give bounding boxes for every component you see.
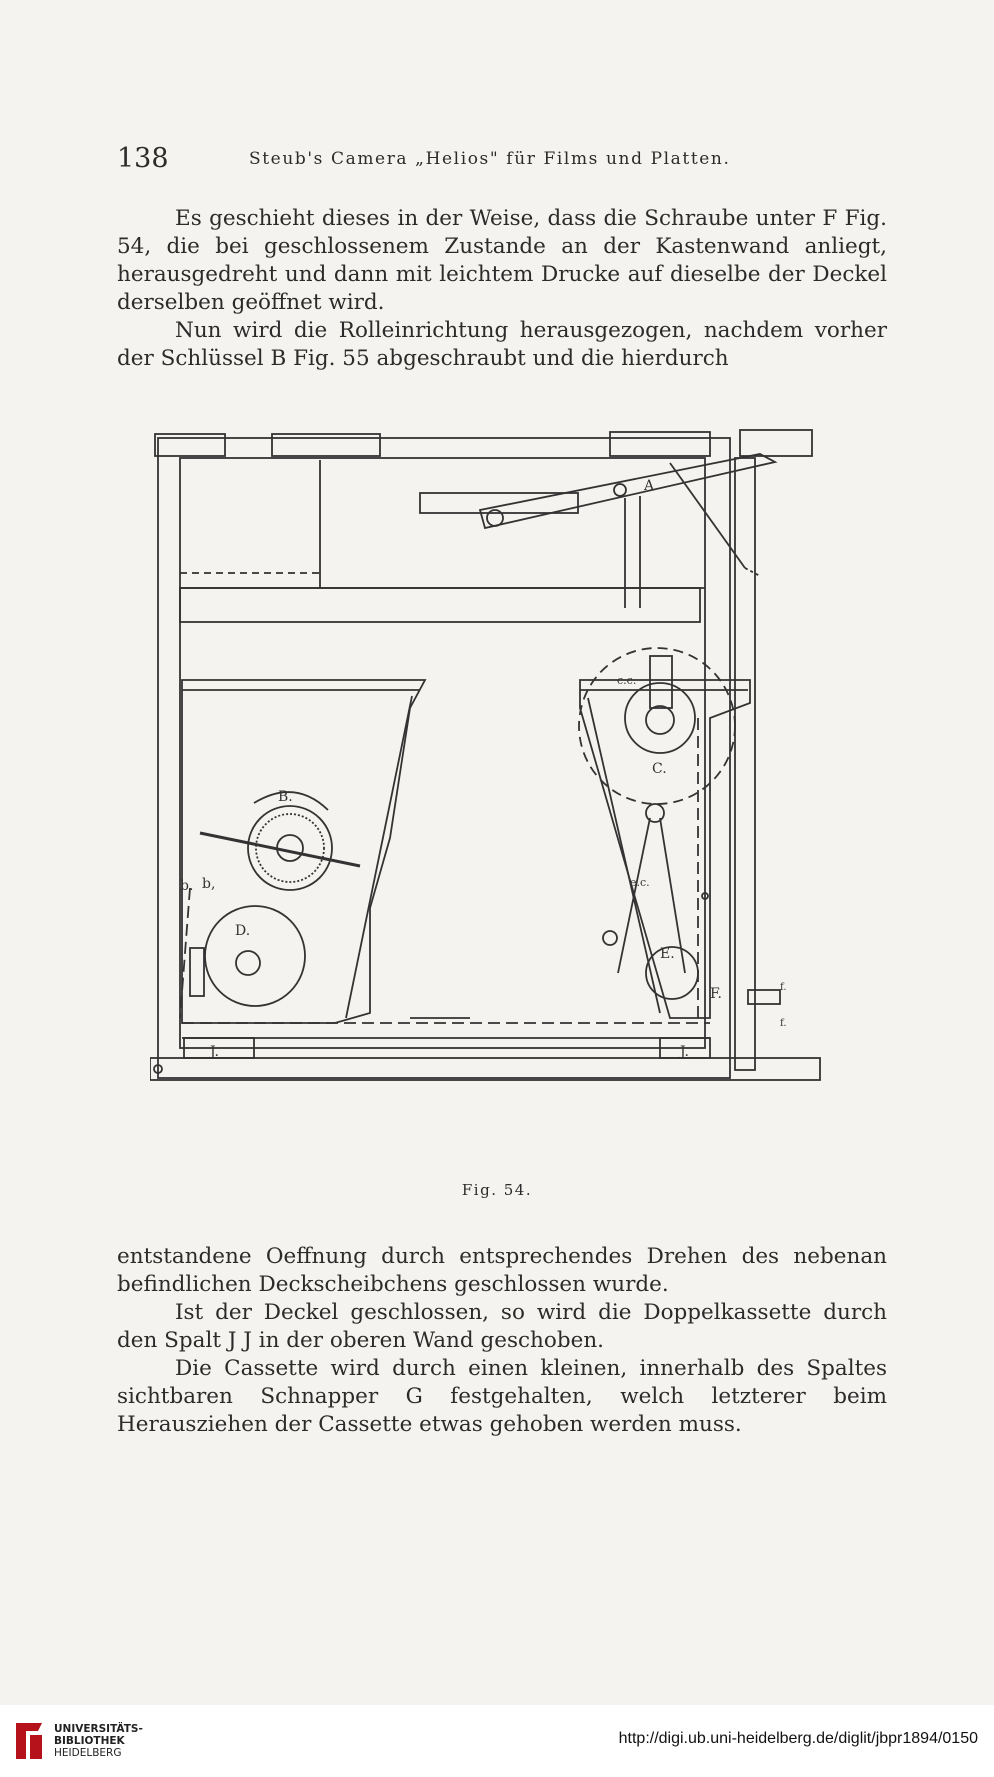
label-B: B. <box>278 789 293 805</box>
label-C: C. <box>652 761 667 777</box>
spool-D-bracket <box>190 948 204 996</box>
text-block-top <box>117 205 887 373</box>
diagonal-rod <box>670 463 745 568</box>
library-name <box>54 1723 143 1759</box>
running-title: Steub's Camera „Helios" für Films und Platten. <box>249 149 731 169</box>
left-spool-plate <box>182 680 425 1023</box>
library-line: UNIVERSITÄTS- <box>54 1723 143 1735</box>
label-b-comma: b, <box>202 876 216 892</box>
library-line: HEIDELBERG <box>54 1747 122 1759</box>
spool-C-dashed <box>579 648 735 804</box>
label-f2: f. <box>780 1018 787 1029</box>
label-E: E. <box>660 946 675 962</box>
key-lever <box>200 833 360 866</box>
paragraph: Ist der Deckel geschlossen, so wird die Doppelkassette durch den Spalt J J in der oberen Wand geschoben. <box>117 1300 887 1353</box>
spring-eye <box>646 804 664 822</box>
shelf <box>180 588 700 622</box>
dashed-link <box>745 568 760 576</box>
spring-pin <box>603 931 617 945</box>
label-cc: c.c. <box>617 674 637 687</box>
figure-camera-diagram <box>150 418 840 1168</box>
side-wall <box>735 458 755 1070</box>
label-F: F. <box>710 986 722 1002</box>
gear-B <box>248 806 332 890</box>
gear-hub <box>277 835 303 861</box>
text-block-bottom <box>117 1243 887 1439</box>
logo-shape <box>30 1735 42 1759</box>
base-plate <box>150 1058 820 1080</box>
label-J-right: J. <box>680 1044 689 1060</box>
label-f: f. <box>780 982 787 993</box>
screw-F <box>748 990 780 1004</box>
spool-C <box>625 683 695 753</box>
paragraph: Nun wird die Rolleinrichtung herausgezogen, nachdem vorher der Schlüssel B Fig. 55 abgeschraubt und die hierdurch <box>117 318 887 371</box>
spool-C-bracket <box>650 656 672 708</box>
label-D: D. <box>235 923 251 939</box>
plate-edge <box>346 696 412 1018</box>
label-b: b. <box>180 878 194 894</box>
plate-edge <box>588 698 660 1013</box>
running-head <box>117 143 887 179</box>
paragraph: entstandene Oeffnung durch entsprechendes Drehen des nebenan befindlichen Deckscheibchens geschlossen wurde. <box>117 1244 887 1297</box>
library-line: BIBLIOTHEK <box>54 1735 125 1747</box>
library-logo-icon <box>12 1719 46 1763</box>
spool-C-hub <box>646 706 674 734</box>
source-url-link[interactable]: http://digi.ub.uni-heidelberg.de/diglit/jbpr1894/0150 <box>618 1730 978 1747</box>
label-ec: e.c. <box>630 876 650 889</box>
page-number: 138 <box>117 143 169 174</box>
label-J-left: J. <box>210 1044 219 1060</box>
spool-D <box>205 906 305 1006</box>
paragraph: Die Cassette wird durch einen kleinen, innerhalb des Spaltes sichtbaren Schnapper G festgehalten, welch letzterer beim Herausziehen der Cassette etwas gehoben werden muss. <box>117 1356 887 1437</box>
label-A: A <box>644 478 655 494</box>
figure-caption: Fig. 54. <box>461 1181 533 1199</box>
lever-screw <box>614 484 626 496</box>
spool-D-hub <box>236 951 260 975</box>
top-lug <box>740 430 812 456</box>
paragraph: Es geschieht dieses in der Weise, dass die Schraube unter F Fig. 54, die bei geschlossenem Zustande an der Kastenwand anliegt, herausgedreht und dann mit leichtem Drucke auf dieselbe der Deckel derselben geöffnet wird. <box>117 206 887 315</box>
outer-casing <box>158 438 730 1078</box>
top-lug <box>610 432 710 456</box>
library-footer <box>0 1705 994 1777</box>
camera-cross-section-diagram <box>150 418 840 1168</box>
